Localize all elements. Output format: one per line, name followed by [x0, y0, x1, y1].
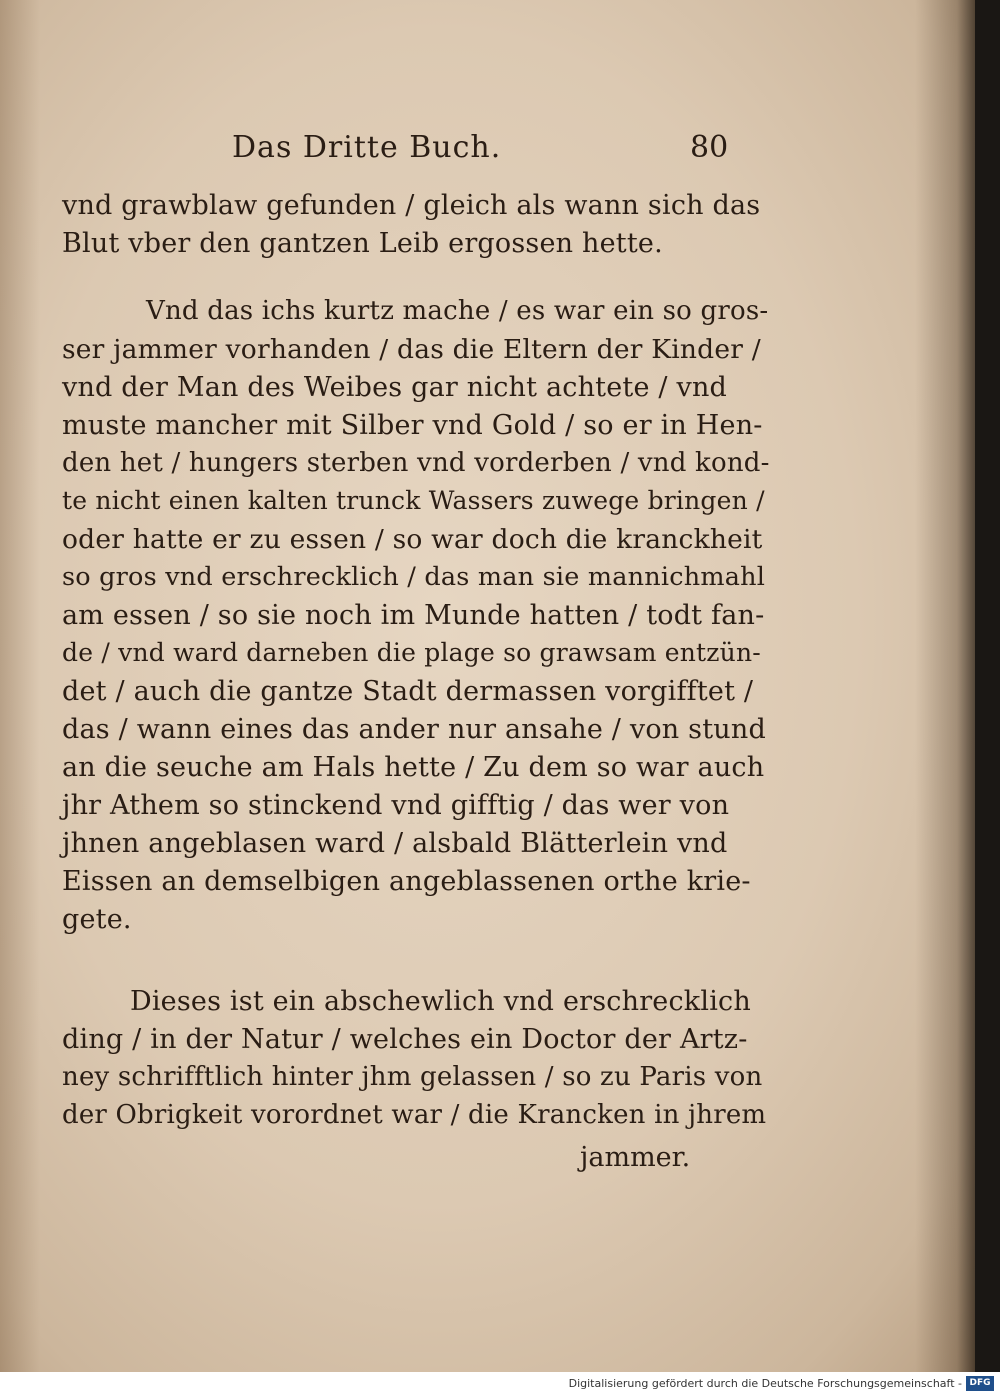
- text-line: den het / hungers sterben vnd vorderben / vnd kond-: [62, 448, 770, 478]
- text-line: so gros vnd erschrecklich / das man sie mannichmahl: [62, 562, 766, 592]
- text-line: an die seuche am Hals hette / Zu dem so war auch: [62, 752, 765, 783]
- dfg-logo: DFG: [966, 1376, 994, 1391]
- text-line: am essen / so sie noch im Munde hatten / todt fan-: [62, 600, 765, 631]
- text-line: Dieses ist ein abschewlich vnd erschrecklich: [130, 986, 751, 1017]
- text-line: te nicht einen kalten trunck Wassers zuwege bringen /: [62, 486, 765, 515]
- text-line: der Obrigkeit vorordnet war / die Krancken in jhrem: [62, 1100, 767, 1130]
- text-line: das / wann eines das ander nur ansahe / von stund: [62, 714, 766, 745]
- text-line: muste mancher mit Silber vnd Gold / so er in Hen-: [62, 410, 763, 441]
- text-line: jhnen angeblasen ward / alsbald Blätterlein vnd: [62, 828, 728, 859]
- text-line: det / auch die gantze Stadt dermassen vorgifftet /: [62, 676, 754, 707]
- text-line: ding / in der Natur / welches ein Doctor der Artz-: [62, 1024, 748, 1055]
- text-line: Blut vber den gantzen Leib ergossen hette.: [62, 228, 663, 259]
- page-number: 80: [690, 130, 729, 165]
- text-line: gete.: [62, 904, 132, 935]
- book-spine-shadow: [915, 0, 975, 1372]
- catchword: jammer.: [580, 1142, 691, 1173]
- funding-credit: Digitalisierung gefördert durch die Deutsche Forschungsgemeinschaft -: [568, 1377, 962, 1390]
- text-line: vnd grawblaw gefunden / gleich als wann sich das: [62, 190, 761, 221]
- text-line: Vnd das ichs kurtz mache / es war ein so gros-: [146, 296, 769, 326]
- text-line: oder hatte er zu essen / so war doch die kranckheit: [62, 524, 763, 555]
- text-line: jhr Athem so stinckend vnd gifftig / das wer von: [62, 790, 730, 821]
- text-line: Eissen an demselbigen angeblassenen orthe krie-: [62, 866, 751, 897]
- text-line: ser jammer vorhanden / das die Eltern der Kinder /: [62, 334, 761, 365]
- footer-bar: [0, 1372, 1000, 1396]
- text-line: ney schrifftlich hinter jhm gelassen / so zu Paris von: [62, 1062, 763, 1092]
- page-edge-shadow: [0, 0, 40, 1372]
- text-line: vnd der Man des Weibes gar nicht achtete / vnd: [62, 372, 728, 403]
- running-header-title: Das Dritte Buch.: [232, 130, 502, 165]
- text-line: de / vnd ward darneben die plage so grawsam entzün-: [62, 638, 761, 667]
